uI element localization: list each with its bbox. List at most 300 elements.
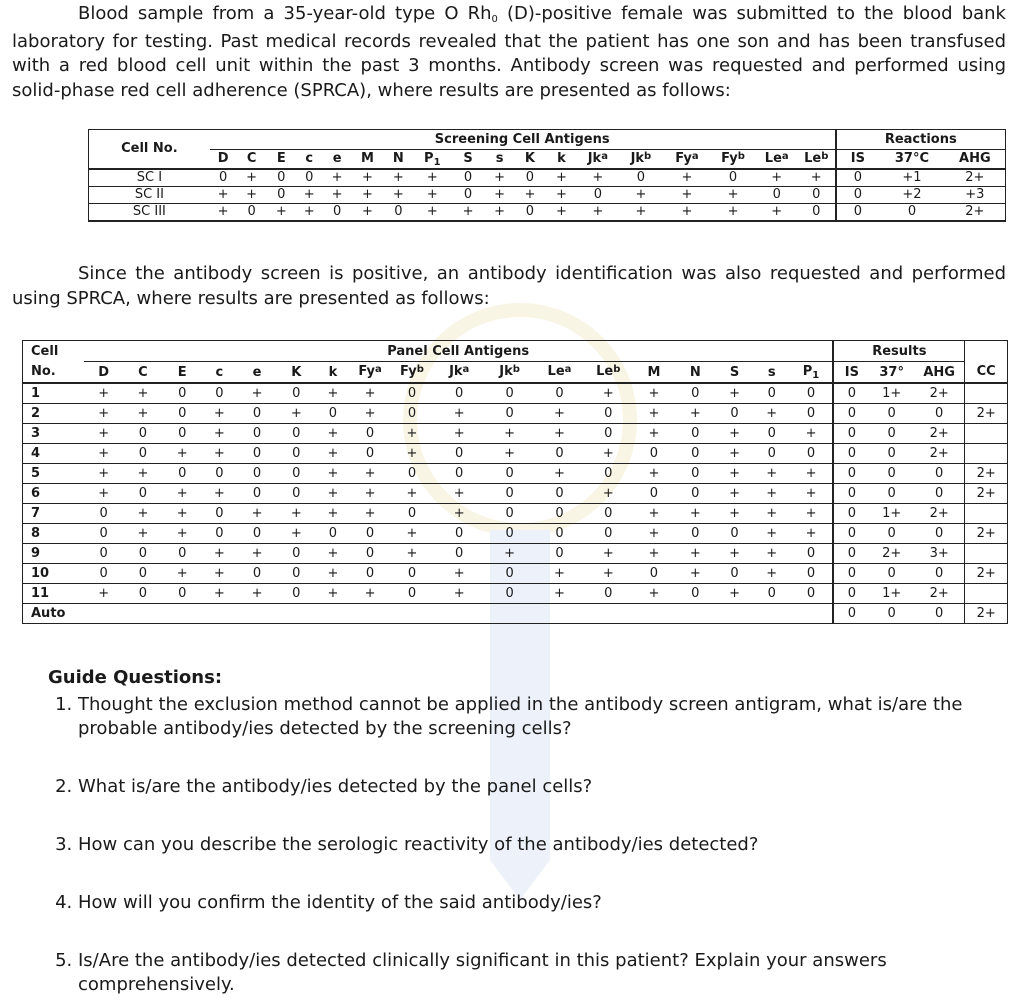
antigen-value: 0: [202, 464, 237, 484]
result-value: [965, 444, 1008, 464]
antigen-value: +: [485, 169, 514, 187]
antigen-value: +: [296, 187, 323, 204]
reaction-value: 2+: [945, 204, 1006, 222]
antigen-value: +: [390, 544, 435, 564]
auto-blank: [84, 604, 833, 624]
antigen-value: +: [163, 524, 202, 544]
cell-header: Cell: [23, 341, 85, 362]
antigen-value: +: [350, 504, 389, 524]
antigen-value: 0: [163, 383, 202, 404]
reaction-value: +1: [879, 169, 944, 187]
antigen-value: 0: [675, 524, 715, 544]
panel-row: [23, 524, 1008, 544]
antigen-value: 0: [715, 524, 753, 544]
question-4: 4. How will you confirm the identity of the said antibody/ies?: [78, 891, 988, 915]
antigen-value: 0: [514, 169, 546, 187]
antigen-value: 0: [390, 383, 435, 404]
result-value: 3+: [914, 544, 965, 564]
antigen-value: 0: [277, 444, 315, 464]
antigen-value: 0: [277, 544, 315, 564]
antigen-value: 0: [584, 584, 633, 604]
antigen-header: $P_1$: [414, 150, 452, 170]
antigen-value: +: [414, 169, 452, 187]
antigen-value: 0: [84, 544, 123, 564]
antigen-value: +: [715, 504, 753, 524]
antigen-value: +: [202, 424, 237, 444]
antigen-value: 0: [84, 504, 123, 524]
antigen-value: 0: [790, 444, 834, 464]
antigen-value: +: [663, 169, 710, 187]
result-value: 0: [833, 524, 869, 544]
antigen-value: 0: [123, 424, 162, 444]
antigen-header: Le$^a$: [756, 150, 798, 170]
phase-header: IS: [833, 362, 869, 384]
antigen-value: 0: [754, 444, 790, 464]
antigen-header: N: [383, 150, 413, 170]
antigen-value: +: [798, 169, 836, 187]
antigen-header: e: [323, 150, 352, 170]
antigen-value: 0: [584, 424, 633, 444]
result-value: 1+: [869, 383, 914, 404]
antigen-value: 0: [163, 424, 202, 444]
antigen-value: 0: [123, 544, 162, 564]
result-value: 0: [914, 404, 965, 424]
panel-row: [23, 484, 1008, 504]
antigen-value: 0: [514, 204, 546, 222]
antigen-value: 0: [798, 204, 836, 222]
antigen-value: 0: [123, 584, 162, 604]
antigen-value: 0: [350, 444, 389, 464]
antigen-value: +: [484, 544, 535, 564]
antigen-value: +: [663, 204, 710, 222]
antigen-value: 0: [390, 564, 435, 584]
antigen-value: +: [577, 204, 618, 222]
antigen-header: c: [202, 362, 237, 384]
result-value: [965, 584, 1008, 604]
panel-row: [23, 544, 1008, 564]
result-value: 0: [833, 383, 869, 404]
result-value: [965, 504, 1008, 524]
antigen-value: +: [675, 504, 715, 524]
antigen-value: +: [163, 564, 202, 584]
antigen-value: +: [84, 383, 123, 404]
antigen-value: 0: [675, 424, 715, 444]
reaction-value: 2+: [945, 169, 1006, 187]
antigen-value: +: [715, 484, 753, 504]
result-value: 0: [833, 564, 869, 584]
phase-header: AHG: [945, 150, 1006, 170]
result-value: 0: [869, 424, 914, 444]
auto-label: Auto: [23, 604, 85, 624]
antigen-header: Fy$^b$: [390, 362, 435, 384]
antigen-value: 0: [390, 464, 435, 484]
antigen-value: +: [352, 187, 384, 204]
antigen-value: 0: [350, 424, 389, 444]
antigen-value: +: [577, 169, 618, 187]
antigen-value: 0: [756, 187, 798, 204]
antigen-value: 0: [535, 504, 584, 524]
antigen-value: 0: [754, 383, 790, 404]
antigen-value: +: [633, 424, 675, 444]
antigen-header: Jk$^b$: [618, 150, 663, 170]
antigen-value: +: [715, 383, 753, 404]
result-value: 2+: [965, 484, 1008, 504]
antigen-value: 0: [535, 524, 584, 544]
antigen-header: $P_1$: [790, 362, 834, 384]
result-value: 0: [833, 544, 869, 564]
antigen-value: 0: [633, 564, 675, 584]
antigen-value: 0: [237, 484, 277, 504]
panel-row: [23, 424, 1008, 444]
antigen-value: +: [210, 204, 237, 222]
antigen-value: +: [315, 444, 350, 464]
antigen-value: +: [315, 584, 350, 604]
antigen-value: +: [296, 204, 323, 222]
antigen-value: 0: [202, 504, 237, 524]
antigen-value: 0: [451, 187, 485, 204]
antigen-value: +: [514, 187, 546, 204]
result-value: 2+: [914, 504, 965, 524]
reaction-value: 0: [879, 204, 944, 222]
antigen-value: +: [202, 404, 237, 424]
antigen-value: 0: [790, 584, 834, 604]
reaction-value: 0: [836, 204, 880, 222]
cell-number: 5: [23, 464, 85, 484]
autocontrol-row: [23, 604, 1008, 624]
result-value: 0: [833, 464, 869, 484]
panel-row: [23, 444, 1008, 464]
antigen-value: +: [123, 383, 162, 404]
antigen-value: +: [434, 504, 484, 524]
antigen-value: 0: [350, 524, 389, 544]
antigen-value: +: [390, 444, 435, 464]
phase-header: 37°C: [879, 150, 944, 170]
antigen-value: +: [163, 484, 202, 504]
antigen-value: +: [267, 204, 296, 222]
phase-header: CC: [965, 362, 1008, 384]
antigen-value: 0: [202, 524, 237, 544]
antigen-value: 0: [451, 169, 485, 187]
antigen-header: c: [296, 150, 323, 170]
antigen-header: S: [451, 150, 485, 170]
screen-row: [89, 187, 1006, 204]
antigen-value: 0: [315, 524, 350, 544]
antigen-value: 0: [434, 383, 484, 404]
antigen-value: +: [546, 204, 578, 222]
result-value: 0: [869, 564, 914, 584]
antigen-value: +: [633, 383, 675, 404]
antigen-header: Jk$^a$: [434, 362, 484, 384]
antigen-value: +: [202, 544, 237, 564]
antigen-value: 0: [535, 544, 584, 564]
cell-number: 2: [23, 404, 85, 424]
cell-number: 9: [23, 544, 85, 564]
result-value: 0: [869, 464, 914, 484]
antigen-value: 0: [267, 169, 296, 187]
result-value: 0: [833, 504, 869, 524]
intro-paragraph: Blood sample from a 35-year-old type O $Rh_0$ (D)-positive female was submitted to the blood bank laboratory for testing. Past medical records revealed that the patient has one son and has been transfused with a red blood cell unit within the past 3 months. Antibody screen was requested and performed using solid-phase red cell adherence (SPRCA), where results are presented as follows:: [12, 3, 1006, 101]
antigen-value: +: [315, 504, 350, 524]
antigen-value: 0: [584, 464, 633, 484]
antigen-value: 0: [675, 383, 715, 404]
antigen-header: D: [84, 362, 123, 384]
antigen-header: k: [546, 150, 578, 170]
antigen-value: +: [754, 524, 790, 544]
reaction-value: 0: [836, 169, 880, 187]
antigen-value: 0: [633, 444, 675, 464]
antigen-value: +: [123, 524, 162, 544]
antigen-value: 0: [202, 383, 237, 404]
antigen-value: +: [202, 484, 237, 504]
antigen-value: +: [84, 464, 123, 484]
antigen-value: +: [210, 187, 237, 204]
antigen-value: 0: [236, 204, 266, 222]
antigen-value: 0: [484, 464, 535, 484]
antigen-value: +: [675, 404, 715, 424]
antigen-value: 0: [237, 464, 277, 484]
antigen-value: +: [756, 204, 798, 222]
panel-row: [23, 404, 1008, 424]
antigen-value: 0: [790, 404, 834, 424]
antigen-value: +: [315, 544, 350, 564]
result-value: 1+: [869, 584, 914, 604]
cell-number: 11: [23, 584, 85, 604]
antigen-value: +: [790, 524, 834, 544]
antigen-value: 0: [675, 584, 715, 604]
antigen-value: +: [484, 424, 535, 444]
antigen-value: 0: [277, 484, 315, 504]
antigen-value: 0: [711, 169, 756, 187]
antigen-value: +: [584, 383, 633, 404]
antigen-value: +: [584, 564, 633, 584]
antigen-value: +: [618, 187, 663, 204]
antigen-value: 0: [210, 169, 237, 187]
antigen-value: 0: [163, 584, 202, 604]
antigen-value: +: [84, 404, 123, 424]
cell-number: 8: [23, 524, 85, 544]
cell-label: SC II: [89, 187, 210, 204]
antigen-value: +: [715, 544, 753, 564]
antigen-value: +: [434, 484, 484, 504]
antigen-value: +: [163, 504, 202, 524]
antigen-value: 0: [315, 404, 350, 424]
antigen-value: +: [754, 544, 790, 564]
antigen-header: Jk$^b$: [484, 362, 535, 384]
result-value: 2+: [914, 584, 965, 604]
phase-header: IS: [836, 150, 880, 170]
result-value: 0: [833, 604, 869, 624]
result-value: 0: [914, 484, 965, 504]
result-value: 2+: [965, 464, 1008, 484]
antigen-value: 0: [277, 383, 315, 404]
antigen-value: 0: [434, 464, 484, 484]
antigen-value: 0: [84, 524, 123, 544]
result-value: [965, 383, 1008, 404]
antigen-header: Fy$^b$: [711, 150, 756, 170]
antigen-value: 0: [434, 524, 484, 544]
antigen-header: Fy$^a$: [663, 150, 710, 170]
antigen-value: 0: [237, 424, 277, 444]
antigen-value: 0: [754, 584, 790, 604]
antigen-value: 0: [754, 424, 790, 444]
antigen-header: Le$^a$: [535, 362, 584, 384]
antigen-value: +: [350, 464, 389, 484]
antigen-value: 0: [535, 484, 584, 504]
result-value: 0: [833, 444, 869, 464]
antigen-header: M: [633, 362, 675, 384]
antigen-header: s: [754, 362, 790, 384]
antigen-value: 0: [790, 564, 834, 584]
antigen-value: +: [237, 584, 277, 604]
antigen-value: 0: [484, 564, 535, 584]
antigen-value: +: [535, 564, 584, 584]
phase-header: AHG: [914, 362, 965, 384]
antigen-value: 0: [237, 444, 277, 464]
antigen-header: K: [277, 362, 315, 384]
antigen-value: +: [434, 564, 484, 584]
antigen-value: 0: [715, 404, 753, 424]
antigen-header: D: [210, 150, 237, 170]
antigen-value: +: [237, 544, 277, 564]
antigen-value: +: [790, 504, 834, 524]
result-value: 2+: [965, 604, 1008, 624]
antigen-header: M: [352, 150, 384, 170]
result-value: 0: [869, 604, 914, 624]
antigen-header: e: [237, 362, 277, 384]
antigen-value: 0: [535, 444, 584, 464]
antigen-value: +: [315, 564, 350, 584]
antigen-value: +: [675, 544, 715, 564]
antigen-header: S: [715, 362, 753, 384]
antigen-value: 0: [390, 404, 435, 424]
cell-number: 1: [23, 383, 85, 404]
antigen-value: +: [123, 464, 162, 484]
no-header: No.: [23, 362, 85, 384]
antigen-value: +: [715, 584, 753, 604]
antigen-header: k: [315, 362, 350, 384]
antigen-value: +: [323, 169, 352, 187]
antigen-value: +: [485, 204, 514, 222]
result-value: 0: [914, 524, 965, 544]
result-value: 2+: [965, 524, 1008, 544]
cell-number: 10: [23, 564, 85, 584]
antigen-value: 0: [484, 404, 535, 424]
result-value: 2+: [914, 383, 965, 404]
question-3: 3. How can you describe the serologic reactivity of the antibody/ies detected?: [78, 833, 988, 857]
antigen-header: E: [163, 362, 202, 384]
antigen-value: 0: [715, 564, 753, 584]
antigen-value: +: [434, 584, 484, 604]
antigen-value: 0: [267, 187, 296, 204]
antigens-header: Panel Cell Antigens: [84, 341, 833, 362]
antigen-value: +: [434, 424, 484, 444]
antigens-header: Screening Cell Antigens: [210, 130, 836, 150]
result-value: 2+: [869, 544, 914, 564]
antigen-value: 0: [123, 444, 162, 464]
antigen-value: +: [790, 464, 834, 484]
antigen-value: 0: [618, 169, 663, 187]
antigen-value: +: [323, 187, 352, 204]
antigen-value: +: [485, 187, 514, 204]
antigen-value: +: [163, 444, 202, 464]
antigen-value: 0: [84, 564, 123, 584]
antigen-value: +: [352, 169, 384, 187]
question-5: 5. Is/Are the antibody/ies detected clinically significant in this patient? Explain your answers comprehensively.: [78, 949, 988, 997]
result-value: 0: [833, 404, 869, 424]
reaction-value: 0: [836, 187, 880, 204]
antigen-value: 0: [350, 564, 389, 584]
antigen-value: +: [383, 187, 413, 204]
screen-row: [89, 204, 1006, 222]
antigen-value: 0: [277, 464, 315, 484]
antigen-value: +: [277, 404, 315, 424]
antigen-value: 0: [675, 464, 715, 484]
antigen-value: +: [350, 584, 389, 604]
antigen-value: +: [711, 204, 756, 222]
cell-no-header: Cell No.: [89, 130, 210, 170]
cell-label: SC III: [89, 204, 210, 222]
question-1: 1. Thought the exclusion method cannot be applied in the antibody screen antigram, what is/are the probable antibody/ies detected by the screening cells?: [78, 693, 988, 741]
antigen-value: 0: [790, 383, 834, 404]
antigen-value: +: [633, 544, 675, 564]
result-value: [965, 544, 1008, 564]
antigen-header: C: [123, 362, 162, 384]
antigen-header: Le$^b$: [584, 362, 633, 384]
antigen-value: 0: [584, 504, 633, 524]
antigen-value: +: [315, 464, 350, 484]
antigen-header: Le$^b$: [798, 150, 836, 170]
result-value: 2+: [914, 444, 965, 464]
antigen-value: 0: [577, 187, 618, 204]
result-value: 0: [914, 564, 965, 584]
antigen-value: +: [315, 383, 350, 404]
antigen-value: +: [715, 464, 753, 484]
antigen-value: 0: [535, 383, 584, 404]
antigen-value: +: [84, 584, 123, 604]
antigen-value: +: [237, 383, 277, 404]
antigen-value: +: [414, 187, 452, 204]
screen-row: [89, 169, 1006, 187]
antigen-value: +: [277, 504, 315, 524]
antigen-value: +: [663, 187, 710, 204]
antigen-value: +: [352, 204, 384, 222]
result-value: 0: [869, 404, 914, 424]
cell-number: 6: [23, 484, 85, 504]
antigen-value: 0: [484, 504, 535, 524]
antigen-header: Jk$^a$: [577, 150, 618, 170]
cc-spacer: [965, 341, 1008, 362]
antigen-value: +: [546, 169, 578, 187]
result-value: 0: [869, 524, 914, 544]
antigen-header: K: [514, 150, 546, 170]
antigen-value: +: [584, 484, 633, 504]
antigen-value: +: [84, 484, 123, 504]
phase-header: 37°: [869, 362, 914, 384]
antigen-value: 0: [584, 524, 633, 544]
antigen-value: 0: [383, 204, 413, 222]
reaction-value: +2: [879, 187, 944, 204]
antigen-value: 0: [484, 484, 535, 504]
antigen-value: +: [202, 444, 237, 464]
reaction-value: +3: [945, 187, 1006, 204]
antigen-value: +: [202, 584, 237, 604]
antigen-value: 0: [484, 383, 535, 404]
antigen-value: +: [535, 424, 584, 444]
antigen-value: +: [711, 187, 756, 204]
antigen-value: +: [754, 464, 790, 484]
cell-number: 4: [23, 444, 85, 464]
antigen-value: +: [84, 424, 123, 444]
